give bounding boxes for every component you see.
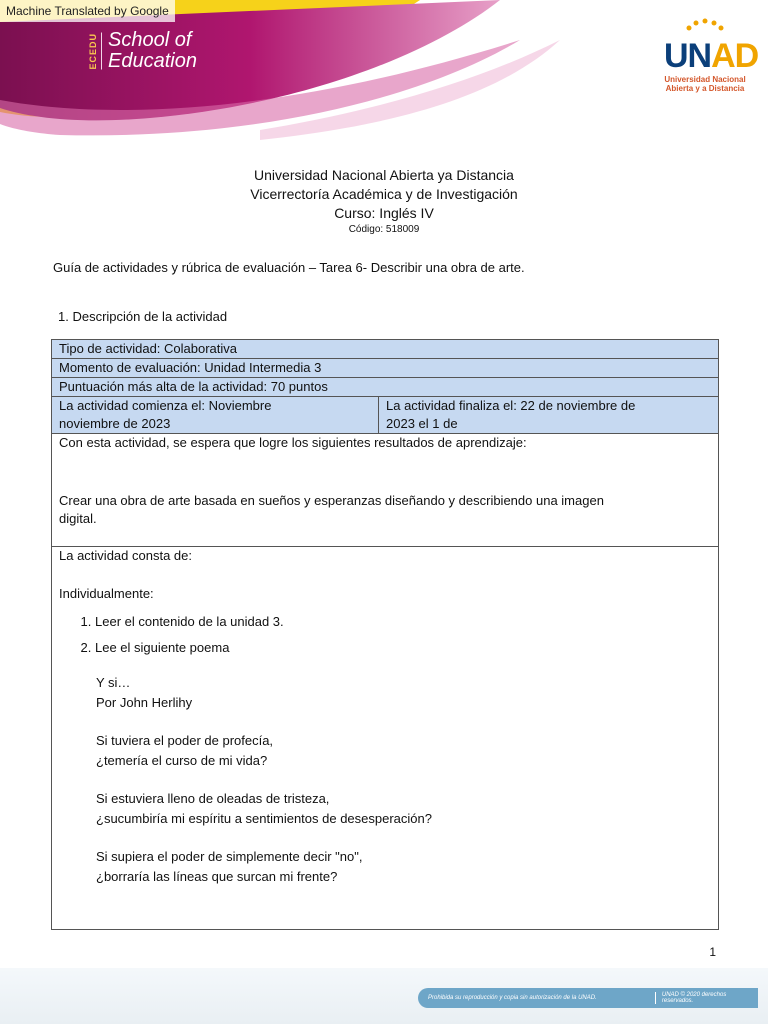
page-footer	[0, 968, 768, 1024]
activity-table	[51, 339, 719, 930]
unad-logo-un: UN	[664, 37, 712, 75]
end-date-line-1: La actividad finaliza el: 22 de noviembre de	[386, 398, 636, 413]
end-date-line-2: 2023 el 1 de	[386, 416, 458, 431]
outcomes-intro: Con esta actividad, se espera que logre los siguientes resultados de aprendizaje:	[59, 435, 527, 450]
institution-header	[0, 166, 768, 237]
poem-line: ¿sucumbiría mi espíritu a sentimientos de desesperación?	[96, 811, 432, 826]
evaluation-moment: Momento de evaluación: Unidad Intermedia 3	[52, 359, 719, 378]
start-date-line-2: noviembre de 2023	[59, 416, 171, 431]
outcome-line-2: digital.	[59, 511, 97, 526]
institution-name: Universidad Nacional Abierta ya Distancia	[254, 167, 514, 183]
unad-sub-2: Abierta y a Distancia	[665, 84, 745, 93]
footer-copy-notice: Prohibida su reproducción y copia sin autorización de la UNAD.	[428, 995, 597, 1001]
outcome-line-1: Crear una obra de arte basada en sueños y esperanzas diseñando y describiendo una imagen	[59, 493, 604, 508]
unad-logo-ad: AD	[711, 37, 759, 75]
poem-title: Y si…	[96, 675, 131, 690]
footer-bar	[418, 988, 758, 1008]
learning-outcomes	[52, 434, 719, 547]
poem	[59, 673, 711, 887]
header-banner	[0, 0, 768, 150]
list-item: 1. Leer el contenido de la unidad 3.	[95, 613, 711, 631]
course-name: Curso: Inglés IV	[334, 205, 434, 221]
guide-title: Guía de actividades y rúbrica de evaluación – Tarea 6- Describir una obra de arte.	[53, 260, 525, 275]
poem-line: ¿temería el curso de mi vida?	[96, 753, 268, 768]
unad-dots-icon	[683, 18, 727, 32]
section-heading: 1. Descripción de la actividad	[58, 309, 228, 324]
footer-rights: UNAD © 2020 derechos reservados.	[655, 992, 758, 1004]
machine-translated-label: Machine Translated by Google	[0, 0, 175, 22]
vicerrectoria: Vicerrectoría Académica y de Investigación	[250, 186, 518, 202]
activity-type: Tipo de actividad: Colaborativa	[52, 340, 719, 359]
unad-logo	[664, 18, 759, 93]
course-code: Código: 518009	[348, 224, 420, 235]
poem-author: Por John Herlihy	[96, 695, 193, 710]
poem-line: ¿borraría las líneas que surcan mi frente?	[96, 869, 338, 884]
page-number: 1	[709, 945, 716, 959]
ecedu-label: ECEDU	[88, 33, 102, 70]
max-score: Puntuación más alta de la actividad: 70 puntos	[52, 378, 719, 397]
individual-label: Individualmente:	[59, 586, 154, 601]
brand-line-2: Education	[108, 50, 197, 72]
end-date-cell	[379, 397, 719, 434]
unad-sub-1: Universidad Nacional	[664, 75, 746, 84]
poem-line: Si estuviera lleno de oleadas de tristeza,	[96, 791, 330, 806]
school-of-education-logo	[88, 30, 197, 72]
brand-line-1: School of	[108, 29, 192, 51]
steps-list	[59, 613, 711, 657]
start-date-cell	[52, 397, 379, 434]
list-item: 2. Lee el siguiente poema	[95, 639, 711, 657]
consta-label: La actividad consta de:	[59, 548, 192, 563]
start-date-line-1: La actividad comienza el: Noviembre	[59, 398, 272, 413]
poem-line: Si tuviera el poder de profecía,	[96, 733, 274, 748]
poem-line: Si supiera el poder de simplemente decir "no",	[96, 849, 363, 864]
activity-content	[52, 547, 719, 930]
